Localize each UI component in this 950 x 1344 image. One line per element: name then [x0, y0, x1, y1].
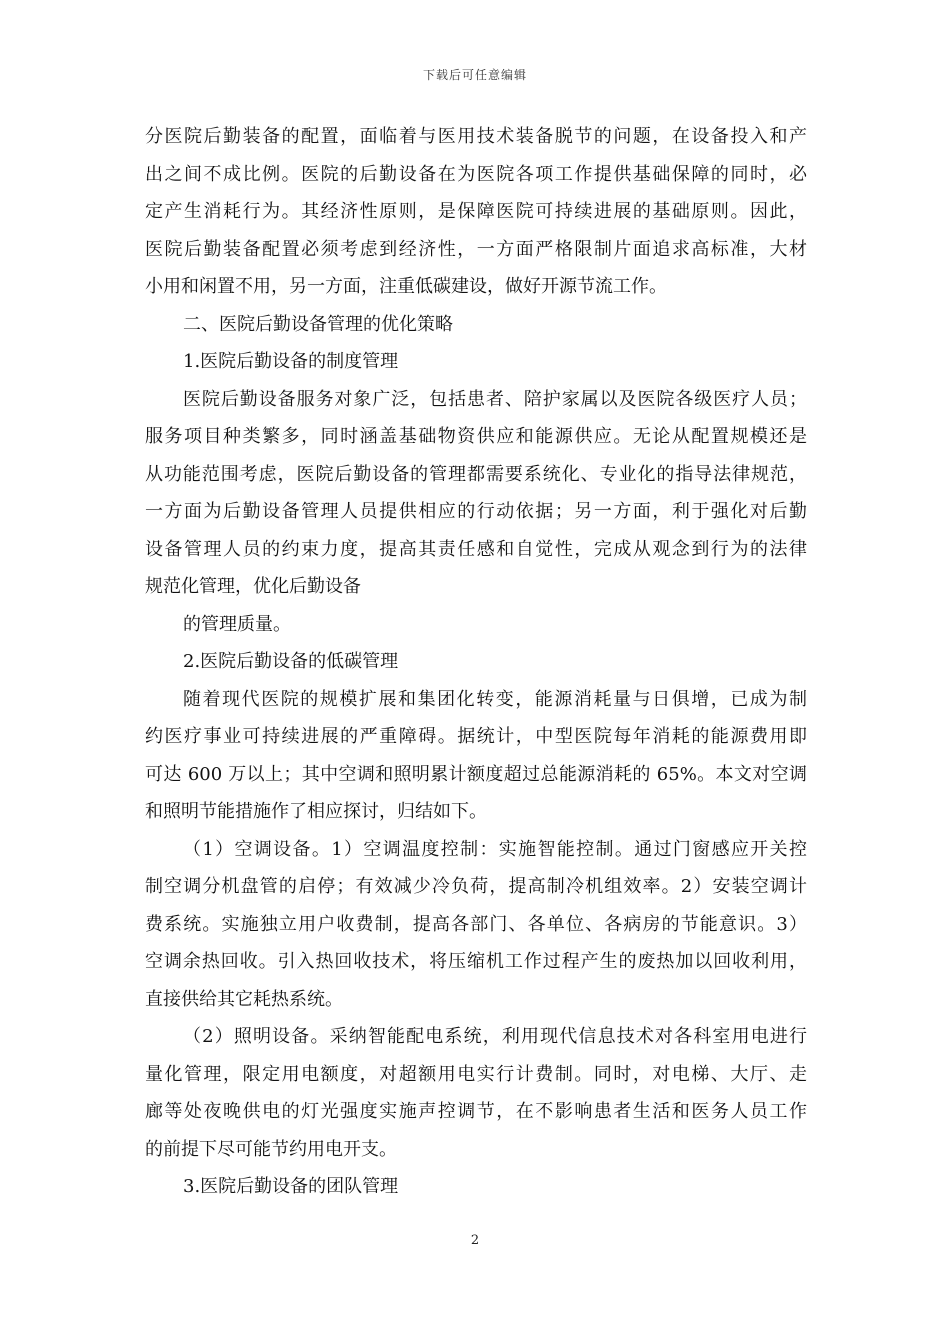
page-header: 下载后可任意编辑	[422, 68, 527, 82]
text-line: 二、医院后勤设备管理的优化策略	[183, 313, 453, 335]
text-line: 设备管理人员的约束力度，提高其责任感和自觉性，完成从观念到行为的法律	[145, 538, 807, 560]
text-line: 服务项目种类繁多，同时涵盖基础物资供应和能源供应。无论从配置规模还是	[145, 426, 807, 447]
text-line: 小用和闲置不用，另一方面，注重低碳建设，做好开源节流工作。	[145, 276, 667, 297]
text-line: 制空调分机盘管的启停；有效减少冷负荷，提高制冷机组效率。2）安装空调计	[145, 876, 807, 897]
text-line: 廊等处夜晚供电的灯光强度实施声控调节，在不影响患者生活和医务人员工作	[145, 1101, 807, 1122]
text-line: 医院后勤装备配置必须考虑到经济性，一方面严格限制片面追求高标准，大材	[145, 238, 807, 260]
text-line: 医院后勤设备服务对象广泛，包括患者、陪护家属以及医院各级医疗人员；	[183, 388, 807, 410]
text-line: 从功能范围考虑，医院后勤设备的管理都需要系统化、专业化的指导法律规范，	[145, 463, 807, 485]
text-line: 3.医院后勤设备的团队管理	[183, 1176, 399, 1197]
text-line: 定产生消耗行为。其经济性原则，是保障医院可持续进展的基础原则。因此，	[145, 201, 807, 222]
text-line: 的前提下尽可能节约用电开支。	[145, 1138, 397, 1160]
text-line: 空调余热回收。引入热回收技术，将压缩机工作过程产生的废热加以回收利用，	[145, 951, 807, 972]
text-line: 出之间不成比例。医院的后勤设备在为医院各项工作提供基础保障的同时，必	[145, 163, 807, 185]
text-line: 直接供给其它耗热系统。	[145, 988, 343, 1010]
text-line: 约医疗事业可持续进展的严重障碍。据统计，中型医院每年消耗的能源费用即	[145, 726, 807, 747]
text-line: 的管理质量。	[183, 613, 291, 635]
text-line: 可达 600 万以上；其中空调和照明累计额度超过总能源消耗的 65%。本文对空调	[145, 763, 807, 785]
text-line: 分医院后勤装备的配置，面临着与医用技术装备脱节的问题，在设备投入和产	[145, 126, 807, 147]
text-line: （1）空调设备。1）空调温度控制：实施智能控制。通过门窗感应开关控	[183, 838, 807, 860]
text-line: 费系统。实施独立用户收费制，提高各部门、各单位、各病房的节能意识。3）	[145, 913, 807, 935]
text-line: 随着现代医院的规模扩展和集团化转变，能源消耗量与日俱增，已成为制	[183, 688, 807, 710]
text-line: 和照明节能措施作了相应探讨，归结如下。	[145, 801, 487, 822]
page-number: 2	[470, 1233, 480, 1248]
text-line: （2）照明设备。采纳智能配电系统，利用现代信息技术对各科室用电进行	[183, 1026, 807, 1047]
text-line: 2.医院后勤设备的低碳管理	[183, 651, 399, 672]
text-line: 规范化管理，优化后勤设备	[145, 576, 361, 597]
body-text	[145, 118, 807, 1206]
text-line: 量化管理，限定用电额度，对超额用电实行计费制。同时，对电梯、大厅、走	[145, 1063, 807, 1085]
text-line: 一方面为后勤设备管理人员提供相应的行动依据；另一方面，利于强化对后勤	[145, 501, 807, 522]
text-line: 1.医院后勤设备的制度管理	[183, 351, 399, 372]
